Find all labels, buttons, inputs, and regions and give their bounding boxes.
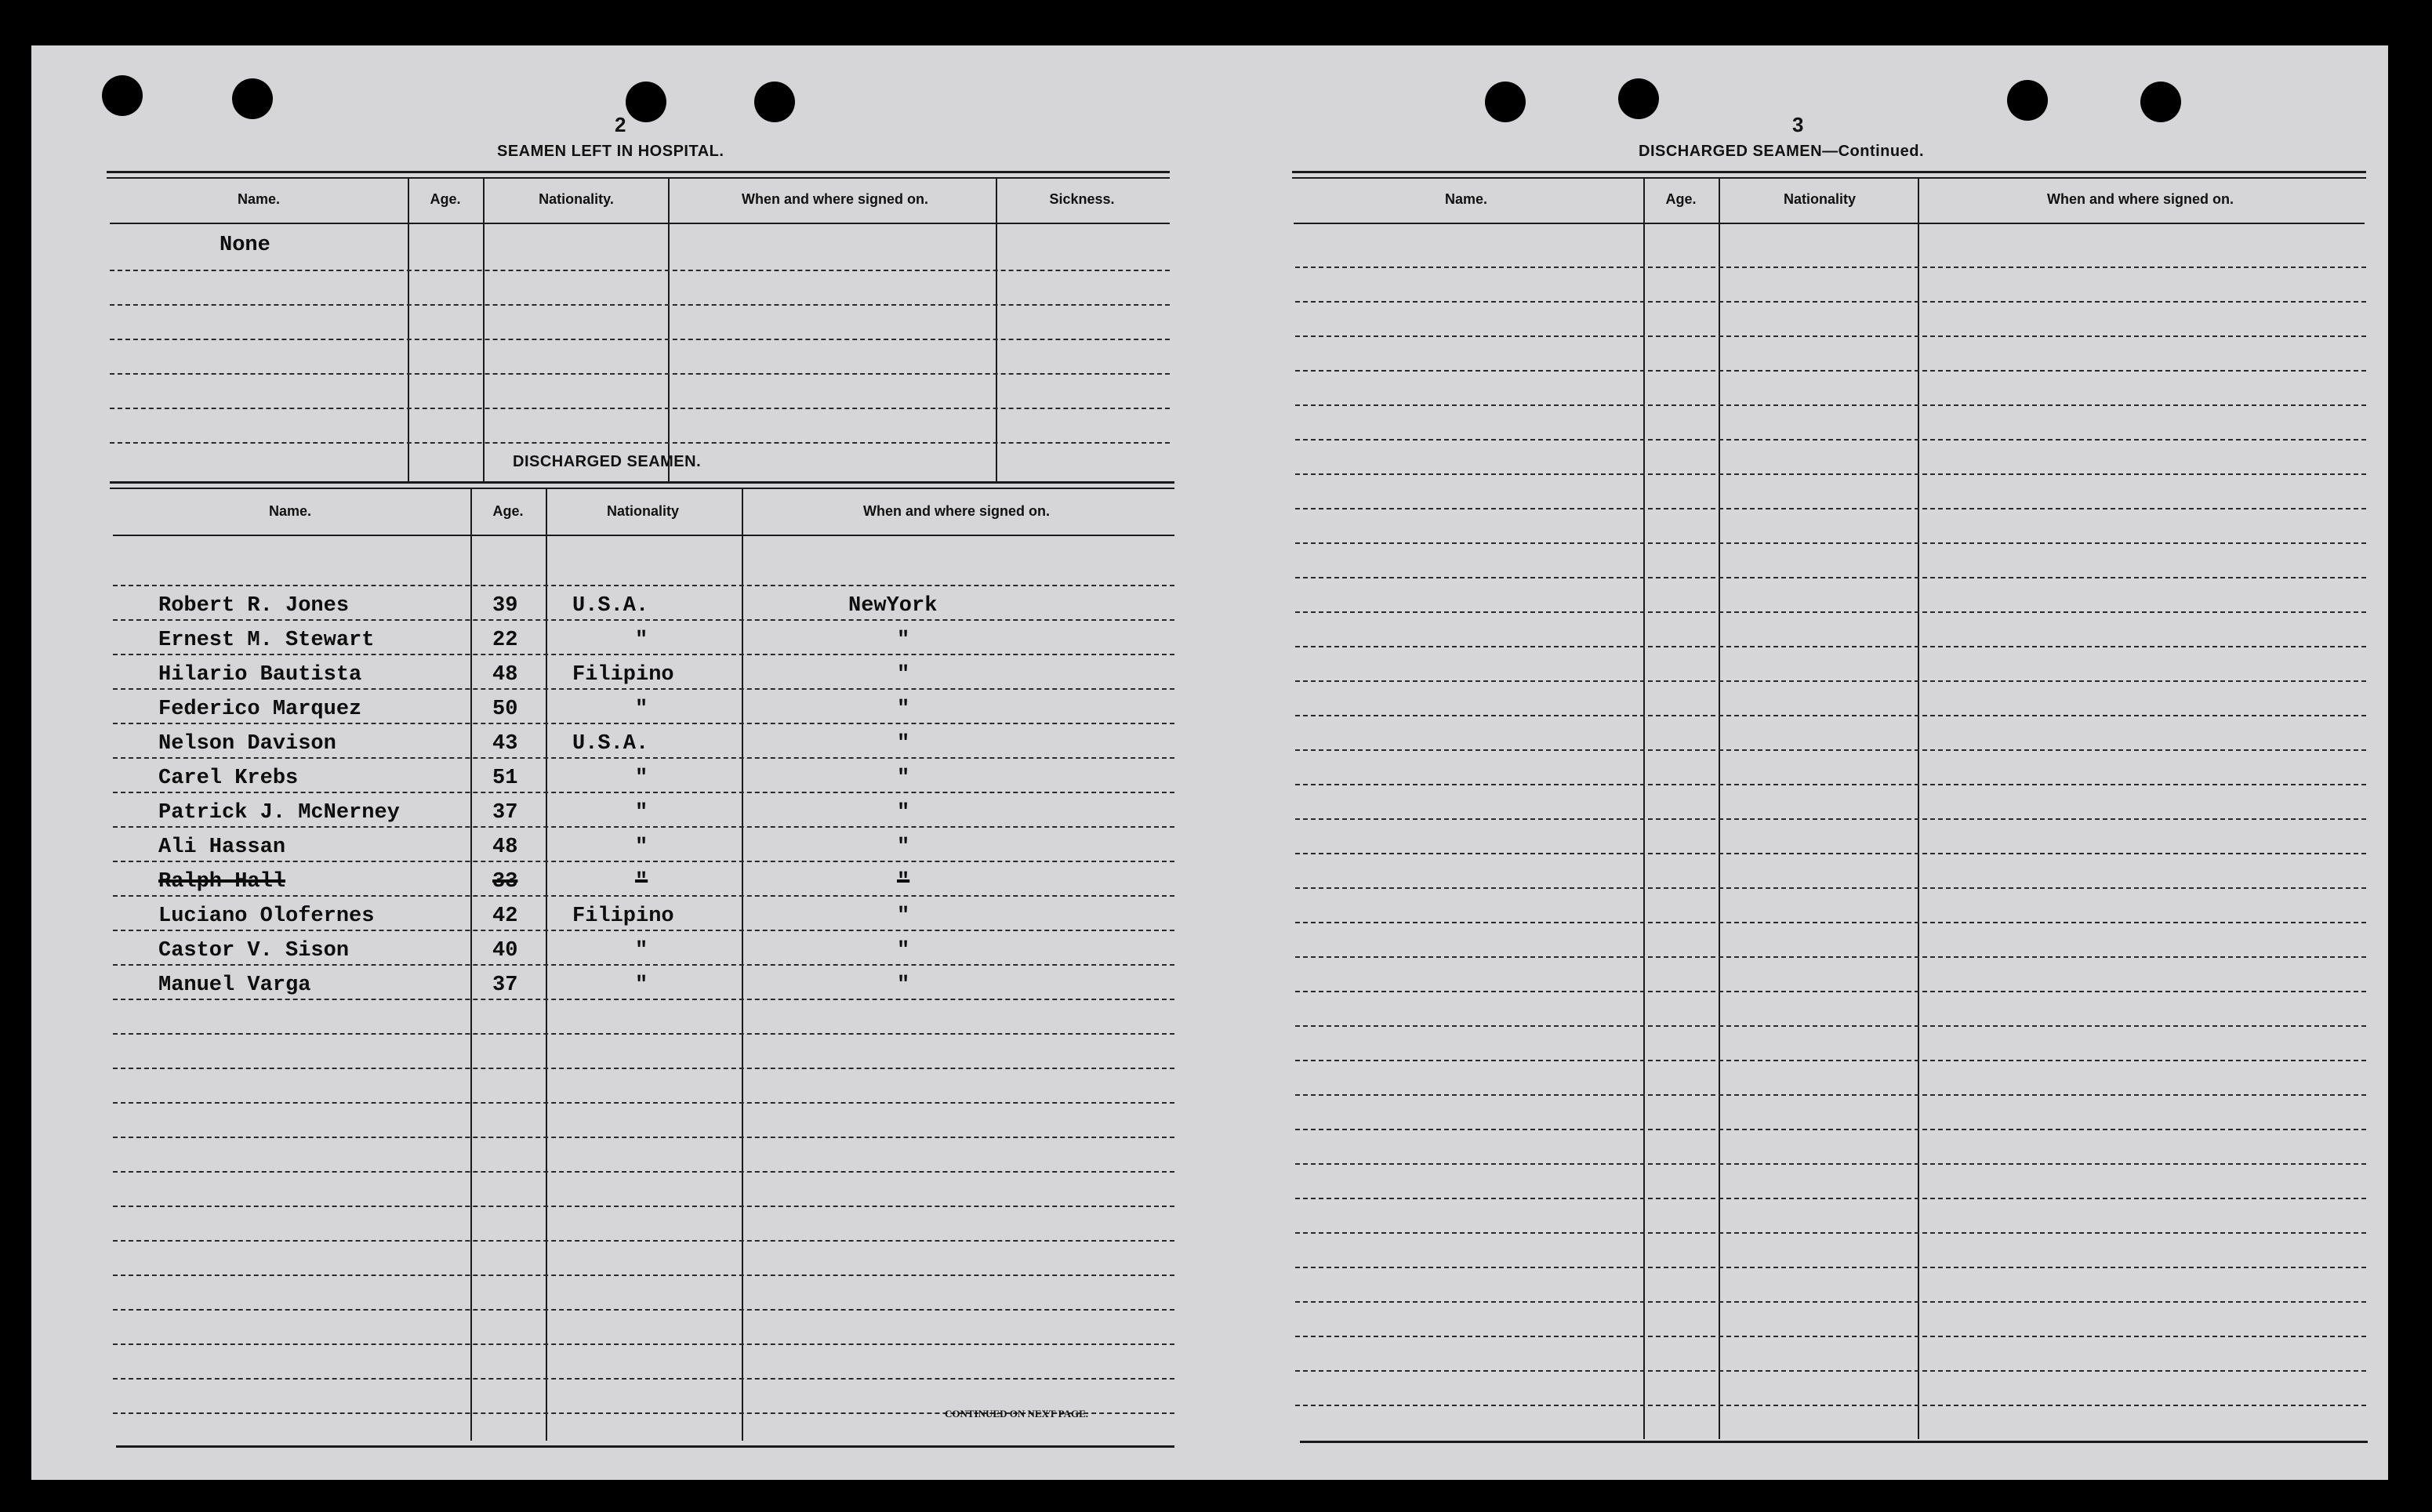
seaman-signed-on: " (897, 767, 910, 790)
continued-section-title: DISCHARGED SEAMEN—Continued. (1639, 143, 1924, 160)
seaman-age: 37 (492, 974, 518, 997)
ruled-line (113, 654, 1174, 655)
hospital-entry: None (220, 234, 270, 257)
hospital-section-title: SEAMEN LEFT IN HOSPITAL. (497, 143, 724, 160)
ruled-line (110, 442, 1170, 444)
ruled-line (1295, 439, 2366, 441)
seaman-name: Luciano Olofernes (158, 905, 375, 928)
ruled-line (113, 688, 1174, 690)
col-header-nationality: Nationality. (539, 191, 614, 207)
table-top-rule (1292, 177, 2366, 179)
ruled-line (113, 1137, 1174, 1138)
seaman-signed-on: " (897, 836, 910, 859)
seaman-age: 51 (492, 767, 518, 790)
document-sheet (31, 45, 2388, 1480)
ruled-line (1295, 818, 2366, 820)
ruled-line (113, 792, 1174, 793)
right-page (1207, 45, 2388, 1480)
ruled-line (1295, 1025, 2366, 1027)
ruled-line (113, 826, 1174, 828)
seaman-name: Castor V. Sison (158, 939, 350, 963)
col-header-age: Age. (492, 503, 524, 519)
seaman-name: Robert R. Jones (158, 594, 350, 618)
ruled-line (1295, 1336, 2366, 1337)
ruled-line (113, 1206, 1174, 1207)
column-divider (996, 177, 997, 483)
ruled-line (1295, 335, 2366, 337)
seaman-signed-on: " (897, 905, 910, 928)
ruled-line (113, 895, 1174, 897)
ruled-line (1295, 1232, 2366, 1234)
col-header-name: Name. (268, 503, 312, 519)
table-top-rule (110, 481, 1174, 484)
ruled-line (110, 339, 1170, 340)
ruled-line (113, 1171, 1174, 1173)
ruled-line (1295, 301, 2366, 303)
table-top-rule (1292, 171, 2366, 173)
seaman-name: Federico Marquez (158, 698, 362, 721)
header-bottom-rule (1294, 223, 2365, 224)
col-header-name: Name. (1444, 191, 1488, 207)
ruled-line (113, 585, 1174, 586)
seaman-signed-on: " (897, 870, 910, 894)
seaman-signed-on: " (897, 629, 910, 652)
ruled-line (113, 757, 1174, 759)
col-header-nationality: Nationality (606, 503, 679, 519)
table-top-rule (107, 177, 1170, 179)
seaman-nationality: " (635, 801, 648, 825)
col-header-nationality: Nationality (1783, 191, 1856, 207)
seaman-age: 50 (492, 698, 518, 721)
discharged-section-title: DISCHARGED SEAMEN. (513, 453, 702, 470)
seaman-nationality: U.S.A. (572, 594, 649, 618)
ruled-line (113, 861, 1174, 862)
ruled-line (113, 1102, 1174, 1104)
ruled-line (1295, 956, 2366, 958)
seaman-signed-on: " (897, 732, 910, 756)
ruled-line (1295, 1301, 2366, 1303)
ruled-line (1295, 991, 2366, 992)
ruled-line (113, 1343, 1174, 1345)
header-bottom-rule (110, 223, 1170, 224)
ruled-line (113, 1068, 1174, 1069)
table-bottom-rule (116, 1445, 1174, 1448)
ruled-line (1295, 508, 2366, 509)
ruled-line (1295, 1198, 2366, 1199)
table-top-rule (107, 171, 1170, 173)
seaman-age: 39 (492, 594, 518, 618)
ruled-line (110, 304, 1170, 306)
seaman-nationality: " (635, 836, 648, 859)
ruled-line (1295, 1060, 2366, 1061)
ruled-line (1295, 1370, 2366, 1372)
col-header-signed-on: When and where signed on. (862, 503, 1051, 519)
column-divider (1719, 177, 1720, 1439)
ruled-line (110, 408, 1170, 409)
col-header-age: Age. (1665, 191, 1697, 207)
col-header-signed-on: When and where signed on. (741, 191, 929, 207)
ruled-line (1295, 404, 2366, 406)
seaman-signed-on: " (897, 974, 910, 997)
seaman-name: Ali Hassan (158, 836, 286, 859)
ruled-line (1295, 1267, 2366, 1268)
ruled-line (1295, 370, 2366, 372)
seaman-name: Patrick J. McNerney (158, 801, 400, 825)
seaman-signed-on: NewYork (848, 594, 938, 618)
ruled-line (1295, 1163, 2366, 1165)
ruled-line (110, 270, 1170, 271)
left-page (31, 45, 1207, 1480)
ruled-line (1295, 887, 2366, 889)
ruled-line (1295, 1405, 2366, 1406)
ruled-line (110, 373, 1170, 375)
seaman-age: 37 (492, 801, 518, 825)
seaman-nationality: Filipino (572, 905, 674, 928)
ruled-line (113, 1309, 1174, 1311)
ruled-line (113, 723, 1174, 724)
column-divider (668, 177, 670, 483)
ruled-line (1295, 542, 2366, 544)
seaman-name: Carel Krebs (158, 767, 299, 790)
page-number: 3 (1792, 113, 1804, 136)
ruled-line (113, 1378, 1174, 1380)
ruled-line (113, 1275, 1174, 1276)
column-divider (1643, 177, 1645, 1439)
ruled-line (1295, 715, 2366, 716)
ruled-line (1295, 922, 2366, 923)
ruled-line (113, 1033, 1174, 1035)
ruled-line (113, 999, 1174, 1000)
col-header-name: Name. (237, 191, 281, 207)
ruled-line (1295, 1129, 2366, 1130)
seaman-nationality: " (635, 870, 648, 894)
seaman-name: Ernest M. Stewart (158, 629, 375, 652)
column-divider (1918, 177, 1919, 1439)
table-top-rule (110, 488, 1174, 489)
ruled-line (1295, 749, 2366, 751)
page-number: 2 (615, 113, 626, 136)
seaman-signed-on: " (897, 801, 910, 825)
seaman-name: Nelson Davison (158, 732, 336, 756)
column-divider (483, 177, 485, 483)
seaman-age: 43 (492, 732, 518, 756)
seaman-signed-on: " (897, 663, 910, 687)
continued-note: CONTINUED ON NEXT PAGE. (945, 1408, 1088, 1420)
header-bottom-rule (113, 535, 1174, 536)
ruled-line (1295, 611, 2366, 613)
seaman-nationality: " (635, 939, 648, 963)
ruled-line (1295, 680, 2366, 682)
ruled-line (113, 964, 1174, 966)
seaman-signed-on: " (897, 698, 910, 721)
ruled-line (1295, 473, 2366, 475)
seaman-name: Manuel Varga (158, 974, 311, 997)
column-divider (408, 177, 409, 483)
seaman-nationality: " (635, 698, 648, 721)
ruled-line (1295, 1094, 2366, 1096)
seaman-age: 22 (492, 629, 518, 652)
seaman-nationality: " (635, 629, 648, 652)
col-header-age: Age. (430, 191, 461, 207)
seaman-age: 33 (492, 870, 518, 894)
seaman-age: 40 (492, 939, 518, 963)
seaman-nationality: Filipino (572, 663, 674, 687)
ruled-line (1295, 853, 2366, 854)
table-bottom-rule (1300, 1441, 2368, 1443)
seaman-age: 42 (492, 905, 518, 928)
ruled-line (1295, 267, 2366, 268)
seaman-age: 48 (492, 836, 518, 859)
seaman-nationality: " (635, 974, 648, 997)
col-header-signed-on: When and where signed on. (2046, 191, 2234, 207)
seaman-signed-on: " (897, 939, 910, 963)
ruled-line (113, 930, 1174, 931)
ruled-line (113, 1240, 1174, 1242)
ruled-line (1295, 646, 2366, 647)
col-header-sickness: Sickness. (1049, 191, 1115, 207)
seaman-nationality: " (635, 767, 648, 790)
ruled-line (113, 619, 1174, 621)
ruled-line (1295, 784, 2366, 785)
ruled-line (1295, 577, 2366, 578)
seaman-name: Hilario Bautista (158, 663, 362, 687)
seaman-age: 48 (492, 663, 518, 687)
seaman-name: Ralph Hall (158, 870, 286, 894)
seaman-nationality: U.S.A. (572, 732, 649, 756)
